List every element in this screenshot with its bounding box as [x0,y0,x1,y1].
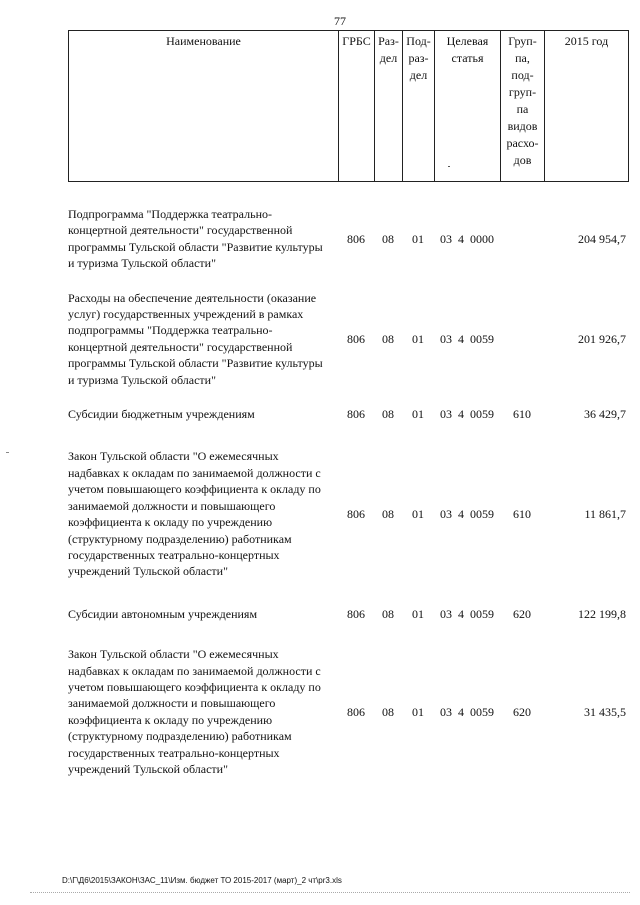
row-podrazdel: 01 [412,606,424,621]
row-target: 03 4 0059 [440,331,494,346]
row-podrazdel: 01 [412,407,424,422]
row-amount: 201 926,7 [578,331,626,346]
row-target: 03 4 0059 [440,407,494,422]
table-row [68,280,628,396]
budget-sheet [68,30,628,785]
file-path-footer: D:\Г\Д6\2015\ЗАКОН\ЗАС_11\Изм. бюджет ТО 2015-2017 (март)_2 чт\pr3.xls [62,876,342,885]
row-grbs: 806 [347,331,365,346]
header-target: Целевая статья [435,31,501,182]
row-group: 620 [513,704,531,719]
row-group: 610 [513,407,531,422]
row-amount: 122 199,8 [578,606,626,621]
header-grbs: ГРБС [339,31,375,182]
page-number: 77 [334,14,346,28]
header-tick-mark [448,166,450,167]
row-group [500,184,544,280]
row-amount: 36 429,7 [584,407,626,422]
row-grbs: 806 [347,606,365,621]
row-name: Закон Тульской области "О ежемесячных надбавках к окладам по занимаемой должности с учетом повышающего коэффициента к окладу по занимаемой должности и повышающего коэффициента к окладу по учреждению (структурному подразделению) работникам государственных театрально-концертных учреждений Тульской области" [68,449,321,579]
row-target: 03 4 0059 [440,606,494,621]
bottom-rule [30,892,630,893]
row-group: 620 [513,606,531,621]
row-grbs: 806 [347,231,365,246]
table-row [68,184,628,280]
margin-mark [6,452,9,453]
row-name: Субсидии бюджетным учреждениям [68,407,255,422]
row-name: Подпрограмма "Поддержка театрально-концертной деятельности" государственной программы Тульской области "Развитие культуры и туризма Тульской области" [68,207,323,271]
row-target: 03 4 0000 [440,231,494,246]
table-row [68,396,628,430]
row-podrazdel: 01 [412,231,424,246]
row-amount: 31 435,5 [584,704,626,719]
table-row [68,630,628,785]
row-target: 03 4 0059 [440,704,494,719]
row-name: Расходы на обеспечение деятельности (оказание услуг) государственных учреждений в рамках подпрограммы "Поддержка театрально-концертной деятельности" государственной программы Тульской области "Развитие культуры и туризма Тульской области" [68,290,323,387]
row-razdel: 08 [382,331,394,346]
row-target: 03 4 0059 [440,506,494,521]
row-group [500,280,544,396]
header-group: Груп- па, под- груп- па видов расхо- дов [501,31,545,182]
row-name: Закон Тульской области "О ежемесячных надбавках к окладам по занимаемой должности с учетом повышающего коэффициента к окладу по занимаемой должности и повышающего коэффициента к окладу по учреждению (структурному подразделению) работникам государственных театрально-концертных учреждений Тульской области" [68,647,321,776]
row-grbs: 806 [347,704,365,719]
row-razdel: 08 [382,231,394,246]
row-grbs: 806 [347,506,365,521]
header-razdel: Раз- дел [375,31,403,182]
table-row [68,430,628,587]
row-razdel: 08 [382,704,394,719]
row-amount: 204 954,7 [578,231,626,246]
row-podrazdel: 01 [412,331,424,346]
row-podrazdel: 01 [412,704,424,719]
table-header [68,30,629,182]
table-body [68,184,628,785]
row-name: Субсидии автономным учреждениям [68,606,258,621]
header-name: Наименование [69,31,339,182]
row-podrazdel: 01 [412,506,424,521]
table-row [68,588,628,630]
row-grbs: 806 [347,407,365,422]
row-razdel: 08 [382,606,394,621]
row-amount: 11 861,7 [584,506,626,521]
row-razdel: 08 [382,407,394,422]
header-year: 2015 год [545,31,629,182]
row-razdel: 08 [382,506,394,521]
header-podrazdel: Под- раз- дел [403,31,435,182]
row-group: 610 [513,506,531,521]
